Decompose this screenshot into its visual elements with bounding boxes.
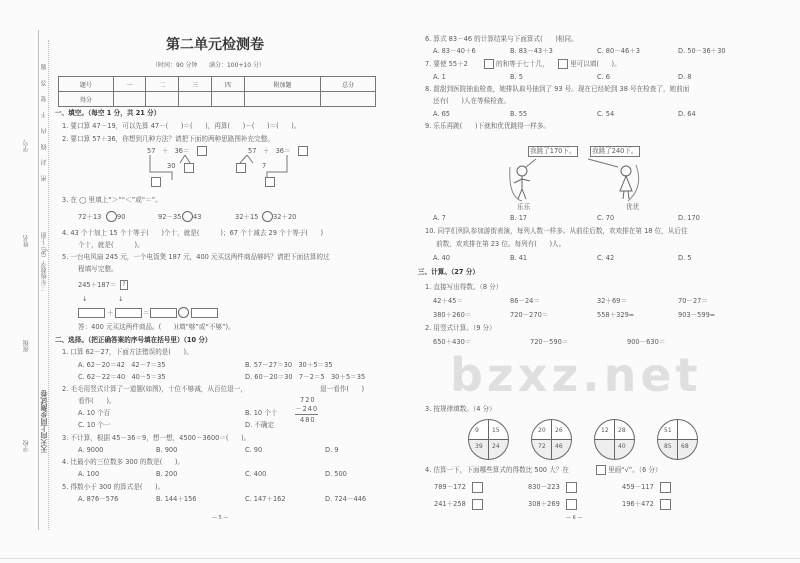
option: C. 62－22＝40 40－5＝35 <box>78 373 166 381</box>
jump-rope-kids-illustration <box>508 157 648 202</box>
s3-q3: 3. 按规律填数。（4 分） <box>425 405 496 413</box>
calc-item: 720－270＝ <box>510 311 549 319</box>
s2-q4: 4. 比最小的三位数多 300 的数是( )。 <box>62 458 185 466</box>
watermark: bzxz.net <box>450 348 702 402</box>
score-cell[interactable] <box>244 92 320 107</box>
vertical-calc-item: 900－630＝ <box>627 338 666 346</box>
pattern-number: 40 <box>618 443 626 450</box>
table-header: 题号 <box>59 77 114 92</box>
check-box[interactable] <box>660 482 671 493</box>
option: C. 147＋162 <box>245 495 286 503</box>
option: C. 70 <box>597 214 615 222</box>
score-cell[interactable] <box>321 92 376 107</box>
s2-q8-cont: 还有( )人在等候检查。 <box>433 97 511 105</box>
pattern-number: 85 <box>664 443 672 450</box>
pattern-circle <box>657 419 698 460</box>
plus-sign: ＋ <box>107 309 114 317</box>
subtitle: （时间：90 分钟 满分：100+10 分） <box>152 62 266 69</box>
pattern-circle <box>468 419 509 460</box>
s2-q3: 3. 不计算，根据 45－36＝9，想一想，4500－3600＝( )。 <box>62 434 251 442</box>
answer-box[interactable] <box>558 59 568 69</box>
check-box[interactable] <box>566 499 577 510</box>
s1-q2: 2. 要口算 57＋36，你想到几种方法？请把下面的两种思路图补充完整。 <box>62 135 274 143</box>
option: D. 500 <box>325 470 347 478</box>
check-box[interactable] <box>472 482 483 493</box>
compare-circle[interactable] <box>262 211 273 222</box>
answer-box[interactable] <box>484 59 494 69</box>
option: A. 83－40＋6 <box>433 47 476 55</box>
calc-item: 70－27＝ <box>678 297 708 305</box>
pattern-number: 72 <box>538 443 546 450</box>
option: C. 400 <box>245 470 267 478</box>
s1-q3: 3. 在 ◯ 里填上“＞”“＜”或“＝”。 <box>62 196 162 204</box>
table-header: 四 <box>212 77 245 92</box>
seal-text: 密 封 线 内 不 要 答 题 <box>41 60 48 182</box>
answer-box-sample <box>596 465 606 475</box>
s3-q4: 4. 估算一下，下面哪些算式的得数比 500 大？在 <box>425 466 569 474</box>
s1-q4: 4. 43 个十加上 15 个十等于( )个十，就是( )；67 个十减去 29 个十等于( ) <box>62 229 324 237</box>
option: B. 83－43＋3 <box>510 47 553 55</box>
option: B. 41 <box>510 254 528 262</box>
table-header: 总分 <box>321 77 376 92</box>
table-header: 三 <box>179 77 212 92</box>
s2-q9: 9. 乐乐再跳( )下就和优优跳得一样多。 <box>425 122 551 130</box>
score-cell[interactable] <box>212 92 245 107</box>
compare-circle[interactable] <box>106 211 117 222</box>
estimate-item: 196＋472 <box>622 500 654 508</box>
estimate-box[interactable] <box>150 308 177 318</box>
page-title: 第二单元检测卷 <box>166 37 264 53</box>
page-number: — 5 — <box>212 515 229 521</box>
compare-circle[interactable] <box>182 211 193 222</box>
d1-eq: ＝ <box>182 147 190 155</box>
option: C. 90 <box>245 446 263 454</box>
section-1-heading: 一、填空。（每空 1 分，共 21 分） <box>55 109 161 117</box>
d2-a: 57 <box>248 147 257 155</box>
pattern-circle <box>531 419 572 460</box>
option: D. 不确定 <box>245 421 275 429</box>
bottom-edge <box>0 558 800 559</box>
check-box[interactable] <box>472 499 483 510</box>
s2-q10: 10. 同学们列队参加游街表演，每列人数一样多。从前往后数，欢欢排在第 18 位，从后往 <box>425 227 688 235</box>
compare-left: 32＋15 <box>235 213 259 221</box>
option: A. 62－20＝42 42－7＝35 <box>78 361 166 369</box>
s1-q4-cont: 个十，就是( )。 <box>78 241 144 249</box>
vertical-calc-top: 720 <box>300 396 316 404</box>
option: A. 1 <box>433 73 446 81</box>
check-box[interactable] <box>660 499 671 510</box>
score-cell[interactable] <box>179 92 212 107</box>
option: C. 54 <box>597 110 615 118</box>
s1-q1: 1. 要口算 47－19，可以先算 47－( )＝( )，再算( )－( )＝( )。 <box>62 122 301 130</box>
estimate-item: 789－172 <box>434 483 466 491</box>
arrow-icon: ↓ <box>82 295 88 303</box>
pattern-number: 15 <box>492 427 500 434</box>
speech-bubble-youyou: 我跳了240下。 <box>592 147 638 155</box>
answer-box[interactable] <box>236 163 246 173</box>
calc-item: 380＋260＝ <box>433 311 472 319</box>
option: A. 40 <box>433 254 450 262</box>
d1-b: 36 <box>174 147 183 155</box>
page-number: — 6 — <box>566 515 583 521</box>
option: B. 900 <box>156 446 178 454</box>
compare-right: 32＋20 <box>273 213 297 221</box>
vertical-calc-item: 720－590＝ <box>530 338 569 346</box>
score-row-label: 得分 <box>59 92 114 107</box>
compare-right: 90 <box>117 213 126 221</box>
option: C. 42 <box>597 254 615 262</box>
option: D. 50－36＋30 <box>678 47 726 55</box>
pattern-circle <box>594 419 635 460</box>
student-id-label: 学号 <box>23 140 30 152</box>
s2-q2-cont: 看作( )。 <box>78 397 116 405</box>
s1-q5-cont: 程填写完整。 <box>78 265 118 273</box>
option: B. 200 <box>156 470 178 478</box>
pattern-number: 39 <box>475 443 483 450</box>
s2-q1: 1. 口算 62－27，下面方法错误的是( )。 <box>62 348 193 356</box>
option: D. 724－446 <box>325 495 367 503</box>
score-table <box>58 76 376 107</box>
d2-b: 36 <box>275 147 284 155</box>
q5-question-box: ? <box>120 280 128 290</box>
calc-item: 32＋69＝ <box>597 297 627 305</box>
s2-q7: 7. 要使 55＋2 <box>425 60 468 68</box>
calc-item: 42＋45＝ <box>433 297 463 305</box>
compare-right: 43 <box>193 213 202 221</box>
d1-op: ＋ <box>161 147 169 155</box>
d2-op: ＋ <box>262 147 270 155</box>
school-label: 学校 <box>23 440 30 452</box>
estimate-box[interactable] <box>191 308 218 318</box>
pattern-number: 68 <box>681 443 689 450</box>
calc-item: 86－24＝ <box>510 297 540 305</box>
section-2-heading: 二、选择。（把正确答案的序号填在括号里）（10 分） <box>55 336 212 344</box>
q5-answer: 答：400 元买这两件商品。( )(填“够”或“不够”)。 <box>78 323 235 331</box>
answer-box[interactable] <box>184 163 194 173</box>
series-label: 天天向上同步测试卷 <box>40 390 48 453</box>
pattern-number: 28 <box>618 427 626 434</box>
estimate-item: 459－117 <box>622 483 654 491</box>
option: D. 64 <box>678 110 696 118</box>
estimate-box[interactable] <box>78 308 105 318</box>
option: B. 144＋156 <box>156 495 197 503</box>
option: A. 10 个百 <box>78 409 111 417</box>
q5-expression: 245＋187＝ <box>78 281 117 289</box>
pattern-number: 24 <box>492 443 500 450</box>
compare-left: 92－35 <box>158 213 182 221</box>
estimate-item: 241＋258 <box>434 500 466 508</box>
s2-q7-end: 里可以填( )。 <box>570 60 621 68</box>
d2-part: 7 <box>262 162 267 170</box>
option: C. 10 个一 <box>78 421 111 429</box>
compare-circle[interactable] <box>178 307 189 318</box>
score-cell[interactable] <box>113 92 146 107</box>
answer-box[interactable] <box>151 177 161 187</box>
compare-left: 72＋13 <box>78 213 102 221</box>
check-box[interactable] <box>566 482 577 493</box>
q2-note: 退一看作( ) <box>320 385 365 393</box>
s3-q4-end: 里画“√”。（6 分） <box>608 466 662 474</box>
option: A. 7 <box>433 214 446 222</box>
option: C. 80－46＋3 <box>597 47 640 55</box>
estimate-box[interactable] <box>115 308 142 318</box>
table-header: 二 <box>146 77 179 92</box>
answer-box[interactable] <box>265 177 275 187</box>
name-lele: 乐乐 <box>517 203 531 211</box>
vertical-calc-item: 650＋430＝ <box>433 338 472 346</box>
option: D. 60－20＝30 7－2＝5 30＋5＝35 <box>245 373 366 381</box>
s2-q2: 2. 毛毛用竖式计算了一道题(如图)，十位不够减，从百位退一， <box>62 385 247 393</box>
d2-eq: ＝ <box>283 147 291 155</box>
pattern-number: 51 <box>664 427 672 434</box>
option: C. 6 <box>597 73 610 81</box>
estimate-item: 830－223 <box>528 483 560 491</box>
option: A. 876－576 <box>78 495 119 503</box>
option: D. 9 <box>325 446 339 454</box>
option: D. 5 <box>678 254 692 262</box>
option: B. 10 个十 <box>245 409 278 417</box>
option: A. 65 <box>433 110 450 118</box>
pattern-number: 9 <box>475 427 479 434</box>
book-label: 三年级数学（RJ）·上册 <box>41 232 48 291</box>
s3-q2: 2. 用竖式计算。（9 分） <box>425 324 496 332</box>
s2-q10-cont: 前数，欢欢排在第 23 位。每列有( )人。 <box>436 240 566 248</box>
pattern-number: 12 <box>601 427 609 434</box>
d1-part: 30 <box>167 162 176 170</box>
vertical-calc-sub: －240 <box>295 405 319 413</box>
option: D. 170 <box>678 214 700 222</box>
s3-q1: 1. 直接写出得数。（8 分） <box>425 283 503 291</box>
option: D. 8 <box>678 73 692 81</box>
arrow-icon: ↓ <box>118 295 124 303</box>
table-header: 附加题 <box>244 77 320 92</box>
class-label: 班级 <box>23 340 30 352</box>
s2-q6: 6. 算式 83－46 的计算结果与下面算式( )相同。 <box>425 35 578 43</box>
d1-a: 57 <box>147 147 156 155</box>
option: B. 57－27＝30 30＋5＝35 <box>245 361 333 369</box>
option: A. 9000 <box>78 446 104 454</box>
binding-line <box>38 30 39 530</box>
score-cell[interactable] <box>146 92 179 107</box>
equals-sign: ＝ <box>143 309 150 317</box>
pattern-number: 20 <box>538 427 546 434</box>
s2-q7-mid: 的和等于七十几， <box>496 60 549 68</box>
speech-bubble-lele: 我跳了170下。 <box>530 147 576 155</box>
pattern-number: 26 <box>555 427 563 434</box>
calc-item: 558＋329≈ <box>597 311 635 319</box>
option: A. 100 <box>78 470 100 478</box>
option: B. 5 <box>510 73 523 81</box>
name-youyou: 优优 <box>626 203 640 211</box>
section-3-heading: 三、计算。（27 分） <box>418 268 479 276</box>
option: B. 55 <box>510 110 528 118</box>
pattern-number: 46 <box>555 443 563 450</box>
calc-item: 903－599≈ <box>678 311 716 319</box>
vertical-calc-result: 480 <box>300 416 316 424</box>
option: B. 17 <box>510 214 528 222</box>
name-label: 姓名 <box>23 235 30 247</box>
estimate-item: 308＋269 <box>528 500 560 508</box>
s1-q5: 5. 一台电风扇 245 元，一个电饭煲 187 元，400 元买这两件商品够吗？请把下面估算的过 <box>62 253 330 261</box>
s2-q8: 8. 甜甜到医院抽血检查，她排队取号抽到了 93 号。现在已经轮到 38 号在检查了，她前面 <box>425 85 690 93</box>
table-header: 一 <box>113 77 146 92</box>
s2-q5: 5. 得数小于 300 的算式是( )。 <box>62 483 165 491</box>
